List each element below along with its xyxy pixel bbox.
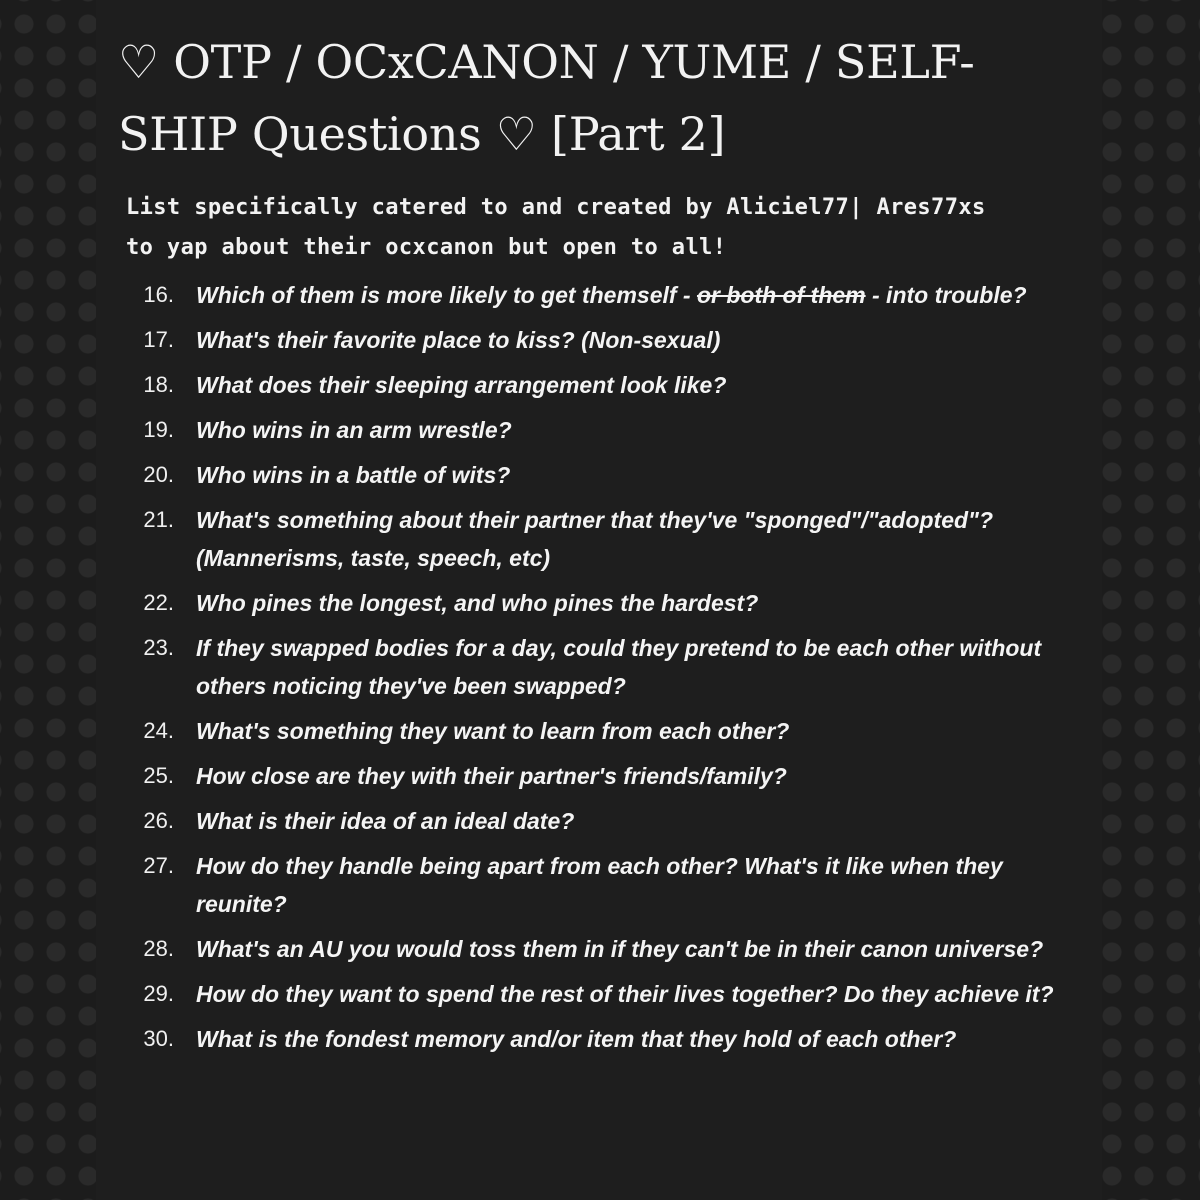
question-number: 26. bbox=[143, 808, 174, 833]
question-list-panel bbox=[96, 0, 1102, 1200]
list-item bbox=[118, 366, 1102, 404]
list-item bbox=[118, 1020, 1102, 1058]
list-item bbox=[118, 975, 1102, 1013]
question-text: What's their favorite place to kiss? (Non-sexual) bbox=[196, 327, 721, 353]
page-title: ♡ OTP / OCxCANON / YUME / SELF-SHIP Questions ♡ [Part 2] bbox=[118, 35, 975, 161]
list-item bbox=[118, 321, 1102, 359]
question-text: How close are they with their partner's friends/family? bbox=[196, 763, 787, 789]
question-text: What's an AU you would toss them in if they can't be in their canon universe? bbox=[196, 936, 1044, 962]
question-number: 23. bbox=[143, 635, 174, 660]
question-text: Who wins in an arm wrestle? bbox=[196, 417, 512, 443]
question-text: What does their sleeping arrangement look like? bbox=[196, 372, 727, 398]
list-item bbox=[118, 712, 1102, 750]
list-item bbox=[118, 629, 1102, 705]
question-number: 29. bbox=[143, 981, 174, 1006]
question-text: If they swapped bodies for a day, could they pretend to be each other without others noticing they've been swapped? bbox=[196, 635, 1042, 699]
strikethrough-text: or both of them bbox=[696, 282, 866, 308]
question-text: What is their idea of an ideal date? bbox=[196, 808, 575, 834]
question-number: 17. bbox=[143, 327, 174, 352]
question-number: 18. bbox=[143, 372, 174, 397]
question-text-part: - into trouble? bbox=[865, 282, 1027, 308]
list-item bbox=[118, 847, 1102, 923]
question-number: 24. bbox=[143, 718, 174, 743]
list-item bbox=[118, 276, 1102, 314]
question-text-part: Which of them is more likely to get themself - bbox=[196, 282, 697, 308]
list-item bbox=[118, 802, 1102, 840]
question-number: 25. bbox=[143, 763, 174, 788]
question-text: What is the fondest memory and/or item that they hold of each other? bbox=[196, 1026, 957, 1052]
list-item bbox=[118, 757, 1102, 795]
question-number: 28. bbox=[143, 936, 174, 961]
list-item bbox=[118, 584, 1102, 622]
question-number: 21. bbox=[143, 507, 174, 532]
list-item bbox=[118, 456, 1102, 494]
question-number: 20. bbox=[143, 462, 174, 487]
question-number: 19. bbox=[143, 417, 174, 442]
question-text: Who pines the longest, and who pines the hardest? bbox=[196, 590, 759, 616]
page-subtitle: List specifically catered to and created by Aliciel77| Ares77xs to yap about their ocxcanon but open to all! bbox=[126, 195, 986, 260]
list-item bbox=[118, 411, 1102, 449]
question-text: What's something they want to learn from each other? bbox=[196, 718, 790, 744]
question-number: 27. bbox=[143, 853, 174, 878]
question-text bbox=[196, 276, 1076, 314]
question-number: 30. bbox=[143, 1026, 174, 1051]
question-text: How do they want to spend the rest of their lives together? Do they achieve it? bbox=[196, 981, 1054, 1007]
question-number: 22. bbox=[143, 590, 174, 615]
question-list bbox=[118, 276, 1102, 1058]
list-item bbox=[118, 930, 1102, 968]
question-number: 16. bbox=[143, 282, 174, 307]
question-text: How do they handle being apart from each other? What's it like when they reunite? bbox=[196, 853, 1003, 917]
question-text: Who wins in a battle of wits? bbox=[196, 462, 511, 488]
question-text: What's something about their partner that they've "sponged"/"adopted"? (Mannerisms, taste, speech, etc) bbox=[196, 507, 993, 571]
list-item bbox=[118, 501, 1102, 577]
